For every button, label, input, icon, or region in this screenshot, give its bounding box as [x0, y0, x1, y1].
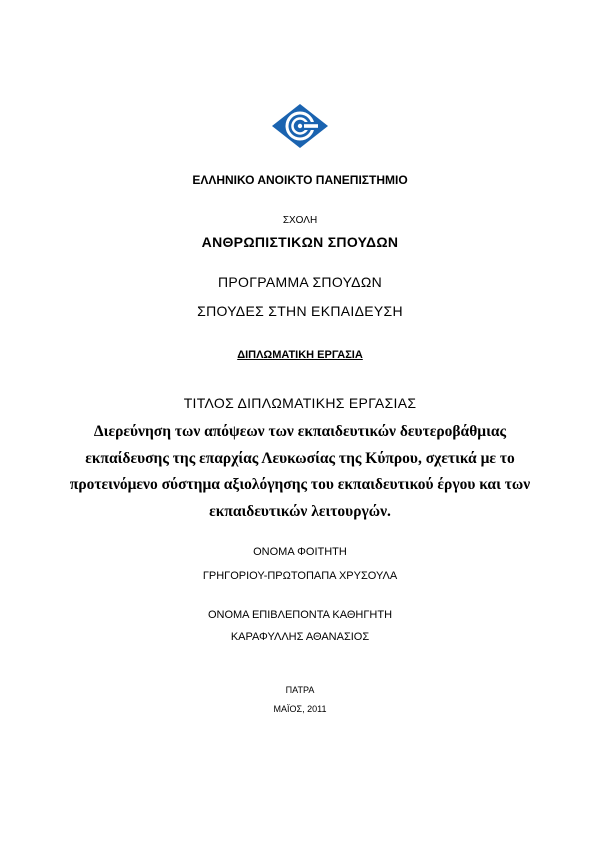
school-label: ΣΧΟΛΗ [282, 215, 318, 226]
thesis-title-label: ΤΙΤΛΟΣ ΔΙΠΛΩΜΑΤΙΚΗΣ ΕΡΓΑΣΙΑΣ [183, 395, 417, 411]
university-name: ΕΛΛΗΝΙΚΟ ΑΝΟΙΚΤΟ ΠΑΝΕΠΙΣΤΗΜΙΟ [192, 173, 408, 187]
date: ΜΑΪΟΣ, 2011 [273, 704, 327, 714]
student-label: ΟΝΟΜΑ ΦΟΙΤΗΤΗ [253, 546, 347, 558]
supervisor-name: ΚΑΡΑΦΥΛΛΗΣ ΑΘΑΝΑΣΙΟΣ [230, 631, 370, 643]
school-name: ΑΝΘΡΩΠΙΣΤΙΚΩΝ ΣΠΟΥΔΩΝ [201, 234, 399, 250]
city: ΠΑΤΡΑ [285, 685, 315, 695]
programme-line-1: ΠΡΟΓΡΑΜΜΑ ΣΠΟΥΔΩΝ [218, 274, 382, 290]
thesis-type: ΔΙΠΛΩΜΑΤΙΚΗ ΕΡΓΑΣΙΑ [237, 349, 363, 361]
student-name: ΓΡΗΓΟΡΙΟΥ-ΠΡΩΤΟΠΑΠΑ ΧΡΥΣΟΥΛΑ [202, 570, 398, 582]
programme-line-2: ΣΠΟΥΔΕΣ ΣΤΗΝ ΕΚΠΑΙΔΕΥΣΗ [197, 303, 403, 319]
supervisor-label: ΟΝΟΜΑ ΕΠΙΒΛΕΠΟΝΤΑ ΚΑΘΗΓΗΤΗ [207, 609, 393, 621]
university-logo-icon [271, 103, 329, 149]
thesis-title: Διερεύνηση των απόψεων των εκπαιδευτικών δευτεροβάθμιας εκπαίδευσης της επαρχίας Λευκωσίας της Κύπρου, σχετικά με το προτεινόμενο σύστημα αξιολόγησης του εκπαιδευτικού έργου και των εκπαιδευτικών λειτουργών. [69, 423, 531, 520]
